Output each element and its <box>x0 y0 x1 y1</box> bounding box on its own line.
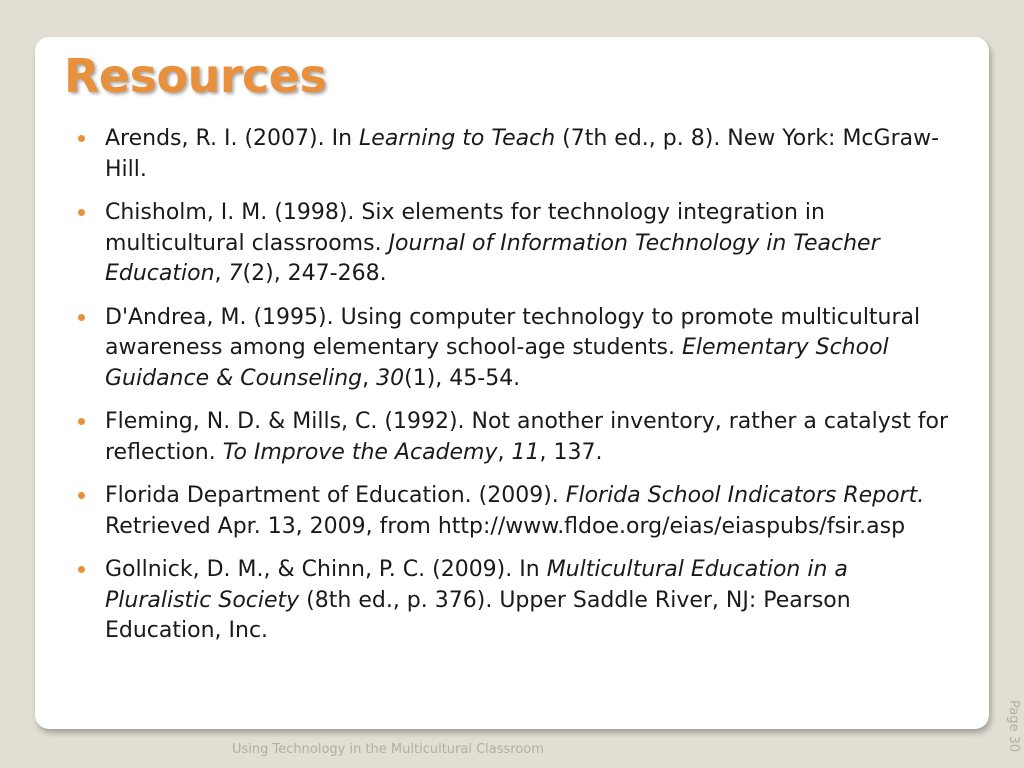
reference-item <box>78 303 958 395</box>
reference-item <box>78 198 958 290</box>
reference-text: D'Andrea, M. (1995). Using computer technology to promote multicultural awareness among elementary school-age students. <box>105 304 921 360</box>
bullet-icon <box>78 135 85 142</box>
reference-text: Retrieved Apr. 13, 2009, from http://www.fldoe.org/eias/eiaspubs/fsir.asp <box>105 513 906 539</box>
reference-item <box>78 481 958 542</box>
bullet-icon <box>78 209 85 216</box>
reference-volume: 11 <box>511 439 540 465</box>
bullet-icon <box>78 492 85 499</box>
bullet-icon <box>78 314 85 321</box>
reference-item <box>78 124 958 185</box>
bullet-icon <box>78 418 85 425</box>
reference-text: , <box>497 439 512 465</box>
reference-item <box>78 407 958 468</box>
slide-title: Resources <box>64 49 327 103</box>
reference-journal-title: To Improve the Academy <box>222 439 498 465</box>
reference-text: (7th ed., p. 8). New York: McGraw-Hill. <box>105 126 940 182</box>
reference-text: (1), 45-54. <box>404 365 521 391</box>
reference-text: , <box>214 261 229 286</box>
reference-text: Chisholm, I. M. (1998). Six elements for technology integration in multicultural classrooms. <box>105 200 825 256</box>
footer-text: Using Technology in the Multicultural Classroom <box>232 742 544 757</box>
reference-journal-title: Journal of Information Technology in Teacher Education <box>105 230 880 286</box>
reference-text: (8th ed., p. 376). Upper Saddle River, NJ: Pearson Education, Inc. <box>105 587 851 643</box>
reference-volume: 30 <box>376 365 405 391</box>
reference-volume: 7 <box>228 261 243 286</box>
reference-text: , <box>362 365 377 391</box>
reference-report-title: Florida School Indicators Report. <box>565 483 925 508</box>
reference-journal-title: Elementary School Guidance & Counseling <box>105 335 889 391</box>
reference-text: , 137. <box>539 439 603 465</box>
reference-text: Fleming, N. D. & Mills, C. (1992). Not another inventory, rather a catalyst for reflection. <box>105 409 949 465</box>
reference-text: Arends, R. I. (2007). In <box>105 126 360 151</box>
page-number: Page 30 <box>1006 700 1021 753</box>
reference-text: Gollnick, D. M., & Chinn, P. C. (2009). In <box>105 557 547 582</box>
reference-text: Florida Department of Education. (2009). <box>105 483 566 508</box>
reference-item <box>78 555 958 647</box>
reference-book-title: Multicultural Education in a Pluralistic Society <box>105 557 848 613</box>
bullet-icon <box>78 566 85 573</box>
reference-list <box>78 124 958 660</box>
reference-book-title: Learning to Teach <box>359 126 556 151</box>
reference-text: (2), 247-268. <box>242 261 387 286</box>
